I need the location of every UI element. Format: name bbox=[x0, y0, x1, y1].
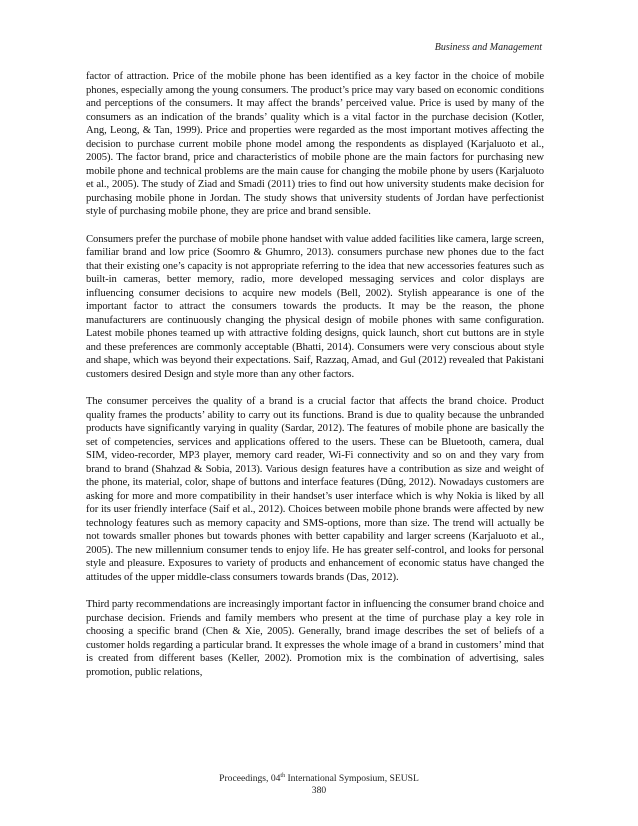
proceedings-prefix: Proceedings, 04 bbox=[219, 773, 281, 784]
proceedings-line bbox=[0, 773, 638, 785]
running-header: Business and Management bbox=[434, 42, 542, 53]
proceedings-suffix: International Symposium, SEUSL bbox=[285, 773, 419, 784]
paragraph-4: Third party recommendations are increasingly important factor in influencing the consumer brand choice and purchase decision. Friends and family members who present at the time of purchase play a key role in choosing a specific brand (Chen & Xie, 2005). Generally, brand image describes the set of beliefs of a customer holds regarding a particular brand. It expresses the whole image of a brand in customers’ mind that is created from different bases (Keller, 2002). Promotion mix is the combination of advertising, sales promotion, public relations, bbox=[86, 599, 545, 678]
ordinal-suffix: th bbox=[280, 772, 286, 779]
page-footer bbox=[0, 773, 638, 797]
body-text bbox=[86, 70, 544, 693]
paragraph-3: The consumer perceives the quality of a brand is a crucial factor that affects the brand choice. Product quality frames the products’ ability to carry out its functions. Brand is due to quality because the unbranded products have significantly varying in quality (Sardar, 2012). The features of mobile phone are basically the set of competencies, services and applications offered to the users. These can be Bluetooth, camera, dual SIM, video-recorder, MP3 player, memory card reader, Wi-Fi connectivity and so on and they vary from brand to brand (Shahzad & Sobia, 2013). Various design features have a contribution as size and weight of the phone, its material, color, shape of buttons and interface features (Dũng, 2012). Nowadays customers are asking for more and more compatibility in their handset’s user interface which is why Nokia is liked by all for its user friendly interface (Saif et al., 2012). Choices between mobile phone brands were affected by new technology features such as memory capacity and SMS-options, more than size. The trend will actually be not towards smaller phones but towards phones with better capability and larger screens (Karjaluoto et al., 2005). The new millennium consumer tends to enjoy life. He has greater self-control, and looks for personal style and pleasure. Exposures to variety of products and enhancement of economic status have changed the attitudes of the upper middle-class consumers towards brands (Das, 2012). bbox=[86, 396, 544, 583]
paragraph-2: Consumers prefer the purchase of mobile phone handset with value added facilities like camera, large screen, familiar brand and low price (Soomro & Ghumro, 2013). consumers purchase new phones due to the fact that their existing one’s capacity is not appropriate referring to the idea that new accessories features such as built-in cameras, better memory, radio, more developed messaging services and color displays are influencing consumer decisions to acquire new models (Bell, 2002). Stylish appearance is one of the important factor to attract the consumers towards the products. It may be the reason, the phone manufacturers are continuously changing the physical design of mobile phones with same configuration. Latest mobile phones teamed up with attractive folding designs, quick launch, short cut buttons are in style and these preferences are commonly acceptable (Bhatti, 2014). Consumers were very conscious about style and shape, which was beyond their expectations. Saif, Razzaq, Amad, and Gul (2012) revealed that Pakistani customers desired Design and style more than any other factors. bbox=[86, 233, 544, 380]
page-number: 380 bbox=[311, 785, 327, 796]
paragraph-1: factor of attraction. Price of the mobile phone has been identified as a key factor in the choice of mobile phones, especially among the young consumers. The product’s price may vary based on economic conditions and perceptions of the consumers. It may affect the brands’ perceived value. Price is used by many of the consumers as an indication of the brands’ quality which is a vital factor in the purchase decision (Kotler, Ang, Leong, & Tan, 1999). Price and properties were regarded as the most important motives affecting the decision to purchase current mobile phone model among the respondents as displayed (Karjaluoto et al., 2005). The factor brand, price and characteristics of mobile phone are the main factors for purchasing new mobile phone and technical problems are the main cause for changing the mobile phone by users (Karjaluoto et al., 2005). The study of Ziad and Smadi (2011) tries to find out how university students make decision for purchasing mobile phone in Jordan. The study shows that university students of Jordan have perfectionist style of purchasing mobile phone, they are price and brand sensible. bbox=[86, 71, 544, 217]
